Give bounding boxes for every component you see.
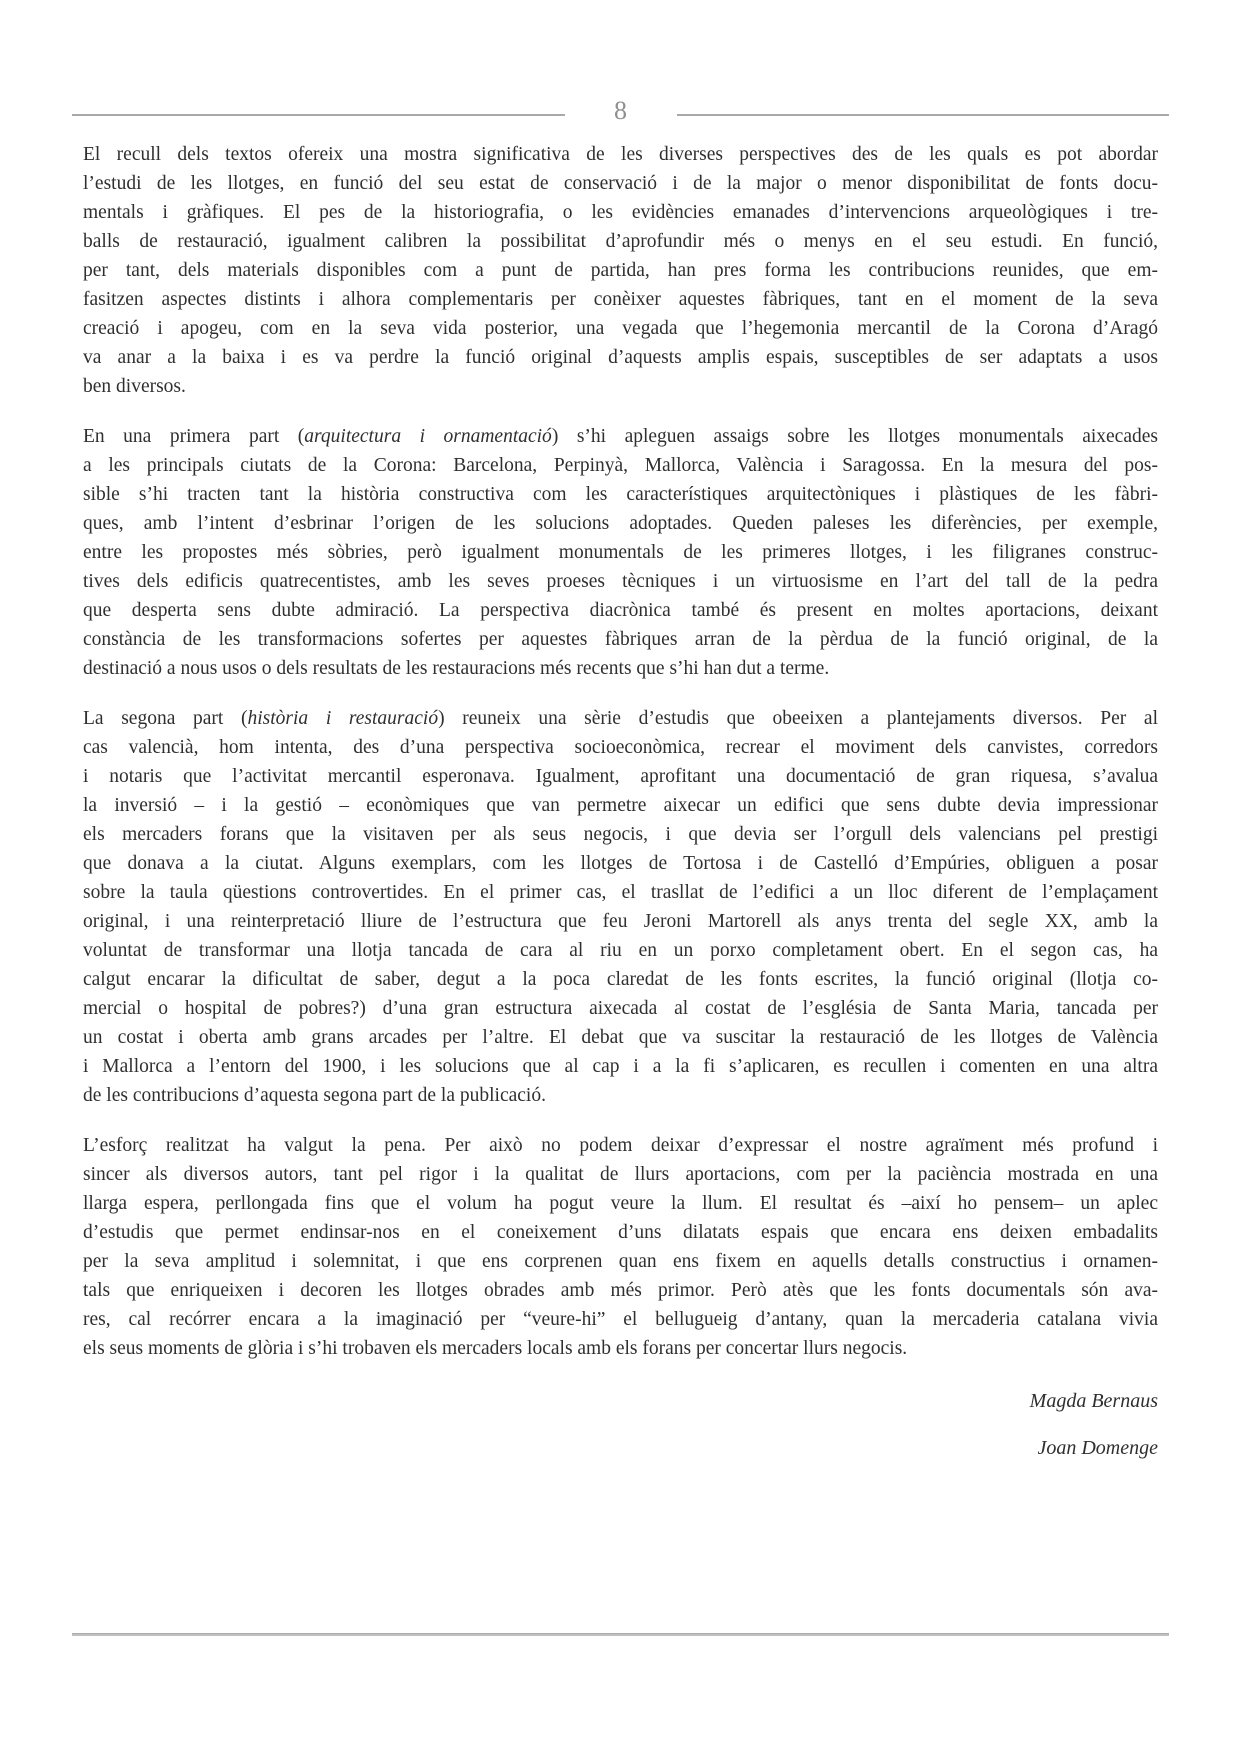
text-line: de les contribucions d’aquesta segona part de la publicació. xyxy=(83,1085,546,1106)
text-line: balls de restauració, igualment calibren la possibilitat d’aprofundir més o menys en el seu estudi. En funció, xyxy=(83,231,1158,252)
text-line: d’estudis que permet endinsar-nos en el coneixement d’uns dilatats espais que encara ens deixen embadalits xyxy=(83,1222,1158,1243)
paragraph xyxy=(83,140,1158,401)
text-line: entre les propostes més sòbries, però igualment monumentals de les primeres llotges, i les filigranes construc- xyxy=(83,542,1158,563)
text-line: sobre la taula qüestions controvertides. En el primer cas, el trasllat de l’edifici a un lloc diferent de l’emplaçament xyxy=(83,882,1158,903)
text-line: a les principals ciutats de la Corona: Barcelona, Perpinyà, Mallorca, València i Saragossa. En la mesura del pos- xyxy=(83,455,1158,476)
text-line: sible s’hi tracten tant la història constructiva com les característiques arquitectòniques i plàstiques de les fàbri- xyxy=(83,484,1158,505)
paragraph xyxy=(83,1131,1158,1363)
text-line: En una primera part (arquitectura i ornamentació) s’hi apleguen assaigs sobre les llotges monumentals aixecades xyxy=(83,426,1158,447)
text-line: res, cal recórrer encara a la imaginació per “veure-hi” el bellugueig d’antany, quan la mercaderia catalana vivia xyxy=(83,1309,1158,1330)
page-header xyxy=(72,96,1169,134)
text-line: i Mallorca a l’entorn del 1900, i les solucions que al cap i a la fi s’aplicaren, es recullen i comenten en una altra xyxy=(83,1056,1158,1077)
text-line: La segona part (història i restauració) reuneix una sèrie d’estudis que obeeixen a plantejaments diversos. Per al xyxy=(83,708,1158,729)
text-line: calgut encarar la dificultat de saber, degut a la poca claredat de les fonts escrites, la funció original (llotja co- xyxy=(83,969,1158,990)
signatures xyxy=(83,1387,1158,1463)
page-number: 8 xyxy=(614,96,627,125)
paragraph xyxy=(83,422,1158,683)
text-line: tals que enriqueixen i decoren les llotges obrades amb més primor. Però atès que les fonts documentals són ava- xyxy=(83,1280,1158,1301)
body-paragraphs xyxy=(83,140,1158,1363)
text-line: llarga espera, perllongada fins que el volum ha pogut veure la llum. El resultat és –així ho pensem– un aplec xyxy=(83,1193,1158,1214)
signature-author-2: Joan Domenge xyxy=(1037,1437,1158,1459)
paragraph xyxy=(83,704,1158,1110)
text-line: original, i una reinterpretació lliure de l’estructura que feu Jeroni Martorell als anys trenta del segle XX, amb la xyxy=(83,911,1158,932)
text-line: voluntat de transformar una llotja tancada de cara al riu en un porxo completament obert. En el segon cas, ha xyxy=(83,940,1158,961)
text-line: i notaris que l’activitat mercantil esperonava. Igualment, aprofitant una documentació de gran riquesa, s’avalua xyxy=(83,766,1158,787)
text-line: l’estudi de les llotges, en funció del seu estat de conservació i de la major o menor disponibilitat de fonts docu- xyxy=(83,173,1158,194)
text-line: la inversió – i la gestió – econòmiques que van permetre aixecar un edifici que sens dubte devia impressionar xyxy=(83,795,1158,816)
text-line: va anar a la baixa i es va perdre la funció original d’aquests amplis espais, susceptibles de ser adaptats a usos xyxy=(83,347,1158,368)
signature-author-1: Magda Bernaus xyxy=(1029,1390,1158,1412)
text-line: que donava a la ciutat. Alguns exemplars, com les llotges de Tortosa i de Castelló d’Empúries, obliguen a posar xyxy=(83,853,1158,874)
text-line: destinació a nous usos o dels resultats de les restauracions més recents que s’hi han dut a terme. xyxy=(83,658,830,679)
text-line: els mercaders forans que la visitaven per als seus negocis, i que devia ser l’orgull dels valencians pel prestigi xyxy=(83,824,1158,845)
text-line: un costat i oberta amb grans arcades per l’altre. El debat que va suscitar la restauració de les llotges de València xyxy=(83,1027,1158,1048)
text-line: mercial o hospital de pobres?) d’una gran estructura aixecada al costat de l’església de Santa Maria, tancada per xyxy=(83,998,1158,1019)
text-line: tives dels edificis quatrecentistes, amb les seves proeses tècniques i un virtuosisme en l’art del tall de la pedra xyxy=(83,571,1158,592)
text-line: ques, amb l’intent d’esbrinar l’origen de les solucions adoptades. Queden paleses les diferències, per exemple, xyxy=(83,513,1158,534)
text-line: ben diversos. xyxy=(83,376,186,397)
header-rule-right xyxy=(677,114,1170,116)
header-rule-left xyxy=(72,114,565,116)
text-line: fasitzen aspectes distints i alhora complementaris per conèixer aquestes fàbriques, tant en el moment de la seva xyxy=(83,289,1158,310)
text-line: que desperta sens dubte admiració. La perspectiva diacrònica també és present en moltes aportacions, deixant xyxy=(83,600,1158,621)
text-line: els seus moments de glòria i s’hi trobaven els mercaders locals amb els forans per concertar llurs negocis. xyxy=(83,1338,908,1359)
body-text xyxy=(83,140,1158,1463)
text-line: per tant, dels materials disponibles com a punt de partida, han pres forma les contribucions reunides, que em- xyxy=(83,260,1158,281)
text-line: constància de les transformacions sofertes per aquestes fàbriques arran de la pèrdua de la funció original, de la xyxy=(83,629,1158,650)
text-line: El recull dels textos ofereix una mostra significativa de les diverses perspectives des de les quals es pot abordar xyxy=(83,144,1158,165)
text-line: cas valencià, hom intenta, des d’una perspectiva socioeconòmica, recrear el moviment dels canvistes, corredors xyxy=(83,737,1158,758)
text-line: mentals i gràfiques. El pes de la historiografia, o les evidències emanades d’intervencions arqueològiques i tre- xyxy=(83,202,1158,223)
text-line: per la seva amplitud i solemnitat, i que ens corprenen quan ens fixem en aquells detalls constructius i ornamen- xyxy=(83,1251,1158,1272)
bottom-rule xyxy=(72,1633,1169,1636)
text-line: L’esforç realitzat ha valgut la pena. Per això no podem deixar d’expressar el nostre agraïment més profund i xyxy=(83,1135,1158,1156)
text-line: creació i apogeu, com en la seva vida posterior, una vegada que l’hegemonia mercantil de la Corona d’Aragó xyxy=(83,318,1158,339)
text-line: sincer als diversos autors, tant pel rigor i la qualitat de llurs aportacions, com per la paciència mostrada en una xyxy=(83,1164,1158,1185)
